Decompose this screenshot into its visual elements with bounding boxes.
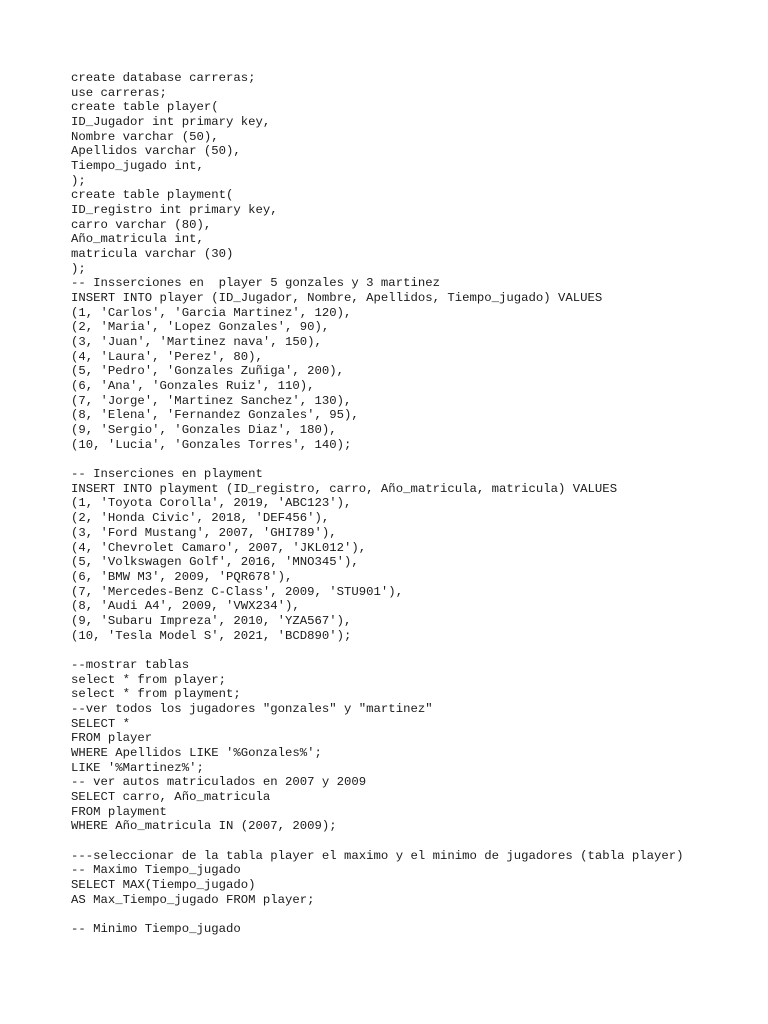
code-line: SELECT carro, Año_matricula	[71, 789, 271, 804]
code-line: use carreras;	[71, 85, 167, 100]
code-line: (9, 'Subaru Impreza', 2010, 'YZA567'),	[71, 613, 352, 628]
code-line	[71, 643, 684, 658]
code-line: (6, 'BMW M3', 2009, 'PQR678'),	[71, 569, 293, 584]
code-line: create database carreras;	[71, 71, 256, 85]
code-line: (4, 'Laura', 'Perez', 80),	[71, 349, 263, 364]
code-line: create table player(	[71, 100, 219, 115]
code-line: (10, 'Tesla Model S', 2021, 'BCD890');	[71, 628, 352, 643]
sql-code-block	[71, 71, 684, 937]
code-line: ---seleccionar de la tabla player el maximo y el minimo de jugadores (tabla player)	[71, 848, 684, 863]
code-line: -- Minimo Tiempo_jugado	[71, 921, 241, 936]
code-line: (9, 'Sergio', 'Gonzales Diaz', 180),	[71, 423, 337, 438]
code-line: (2, 'Honda Civic', 2018, 'DEF456'),	[71, 511, 330, 526]
code-line: matricula varchar (30)	[71, 247, 234, 262]
code-line: FROM playment	[71, 804, 167, 819]
code-line: (2, 'Maria', 'Lopez Gonzales', 90),	[71, 320, 330, 335]
code-line: (7, 'Mercedes-Benz C-Class', 2009, 'STU901'),	[71, 584, 404, 599]
code-line: FROM player	[71, 731, 153, 746]
code-line: Tiempo_jugado int,	[71, 159, 204, 174]
code-line: Año_matricula int,	[71, 232, 204, 247]
code-line: (7, 'Jorge', 'Martinez Sanchez', 130),	[71, 393, 352, 408]
code-line: SELECT MAX(Tiempo_jugado)	[71, 877, 256, 892]
code-line: (10, 'Lucia', 'Gonzales Torres', 140);	[71, 437, 352, 452]
code-line: (3, 'Juan', 'Martinez nava', 150),	[71, 335, 322, 350]
code-line: carro varchar (80),	[71, 217, 212, 232]
code-line	[71, 907, 684, 922]
code-line: (8, 'Audi A4', 2009, 'VWX234'),	[71, 599, 300, 614]
code-line: SELECT *	[71, 716, 131, 731]
code-line: -- Inserciones en playment	[71, 467, 263, 482]
code-line: ID_Jugador int primary key,	[71, 115, 271, 130]
code-line: (1, 'Carlos', 'Garcia Martinez', 120),	[71, 305, 352, 320]
code-line: -- Insserciones en player 5 gonzales y 3 martinez	[71, 276, 440, 291]
code-line: (6, 'Ana', 'Gonzales Ruiz', 110),	[71, 379, 315, 394]
code-line	[71, 834, 684, 849]
code-line: WHERE Apellidos LIKE '%Gonzales%';	[71, 745, 322, 760]
code-line: INSERT INTO playment (ID_registro, carro, Año_matricula, matricula) VALUES	[71, 481, 618, 496]
code-line: (5, 'Pedro', 'Gonzales Zuñiga', 200),	[71, 364, 345, 379]
code-line: Nombre varchar (50),	[71, 129, 219, 144]
code-line: create table playment(	[71, 188, 234, 203]
code-line: LIKE '%Martinez%';	[71, 760, 204, 775]
code-line: (4, 'Chevrolet Camaro', 2007, 'JKL012'),	[71, 540, 367, 555]
code-line: WHERE Año_matricula IN (2007, 2009);	[71, 819, 337, 834]
code-line: );	[71, 261, 86, 276]
code-line: (1, 'Toyota Corolla', 2019, 'ABC123'),	[71, 496, 352, 511]
code-line: Apellidos varchar (50),	[71, 144, 241, 159]
code-line: select * from playment;	[71, 687, 241, 702]
code-line	[71, 452, 684, 467]
code-line: ID_registro int primary key,	[71, 203, 278, 218]
code-line: AS Max_Tiempo_jugado FROM player;	[71, 892, 315, 907]
code-line: -- Maximo Tiempo_jugado	[71, 863, 241, 878]
code-line: (5, 'Volkswagen Golf', 2016, 'MNO345'),	[71, 555, 359, 570]
code-line: select * from player;	[71, 672, 226, 687]
code-line: (3, 'Ford Mustang', 2007, 'GHI789'),	[71, 525, 337, 540]
code-line: --ver todos los jugadores "gonzales" y "martinez"	[71, 701, 433, 716]
code-line: (8, 'Elena', 'Fernandez Gonzales', 95),	[71, 408, 359, 423]
code-line: --mostrar tablas	[71, 657, 190, 672]
code-line: );	[71, 173, 86, 188]
code-line: INSERT INTO player (ID_Jugador, Nombre, Apellidos, Tiempo_jugado) VALUES	[71, 291, 603, 306]
code-line: -- ver autos matriculados en 2007 y 2009	[71, 775, 367, 790]
